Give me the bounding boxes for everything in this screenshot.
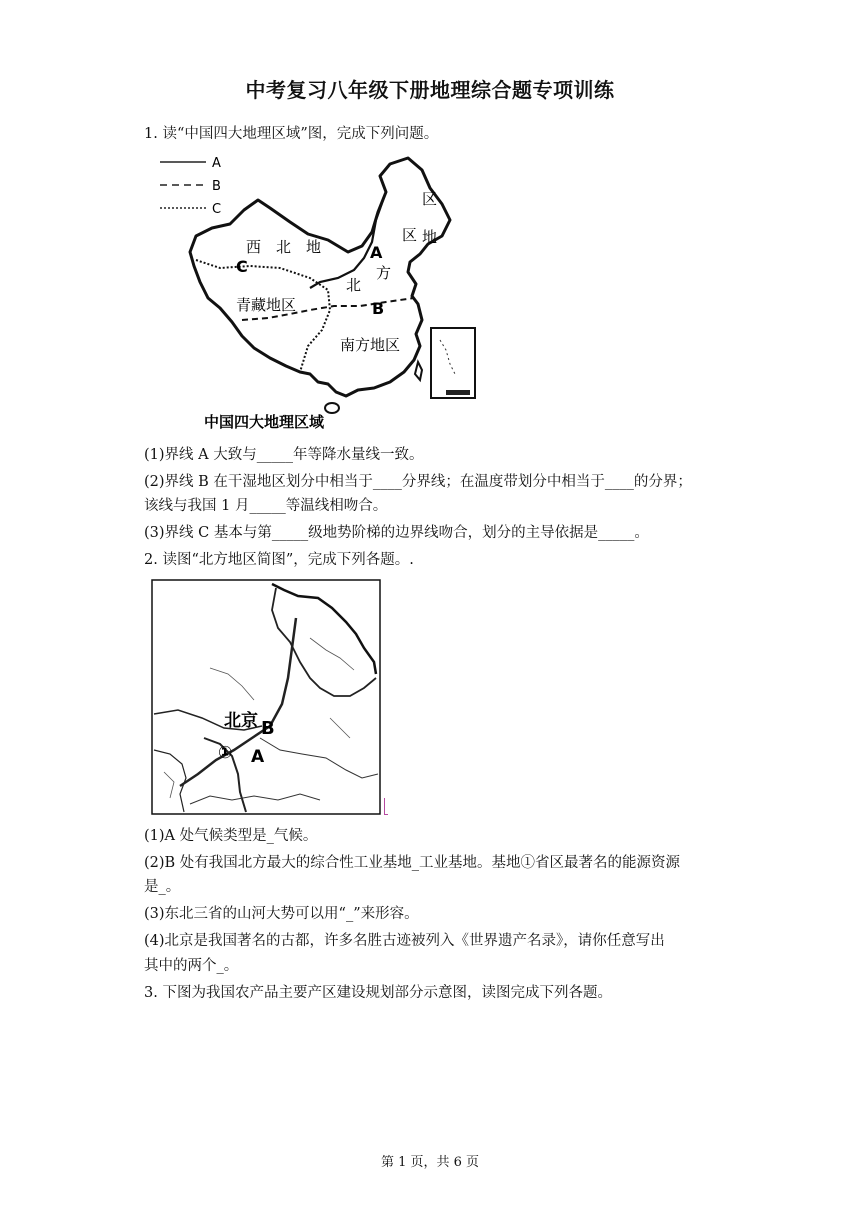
region-north-char-1: 北 [346,276,362,294]
question-2-sub-4b: 其中的两个_。 [144,958,239,974]
china-outline [190,158,450,396]
label-a: A [251,747,265,767]
region-northeast-char-1: 区 [422,190,438,208]
question-2-sub-2a: (2)B 处有我国北方最大的综合性工业基地_工业基地。基地①省区最著名的能源资源 [144,855,681,871]
label-b: B [261,718,275,739]
boundary-line-a [310,192,386,288]
page-title: 中考复习八年级下册地理综合题专项训练 [245,78,615,102]
legend-label-a: A [212,156,221,171]
image-anchor-mark [384,798,388,815]
line-label-c: C [236,257,248,276]
question-3-stem: 3. 下图为我国农产品主要产区建设规划部分示意图，读图完成下列各题。 [144,985,612,1001]
line-label-a: A [370,243,383,262]
south-china-sea-inset [431,328,475,398]
region-qinghai-tibet-label: 青藏地区 [236,296,297,314]
question-2-sub-4a: (4)北京是我国著名的古都，许多名胜古迹被列入《世界遗产名录》，请你任意写出 [144,933,665,949]
figure-1-caption: 中国四大地理区域 [204,413,325,431]
question-2-sub-1: (1)A 处气候类型是_气候。 [144,828,318,844]
region-northeast-char-2: 区 [402,226,418,244]
page-footer: 第 1 页，共 6 页 [380,1155,480,1170]
north-region-map [150,578,386,818]
question-2-stem: 2. 读图“北方地区简图”，完成下列各题。. [144,552,414,568]
question-1-sub-2a: (2)界线 B 在干湿地区划分中相当于____分界线；在温度带划分中相当于____的分界； [144,474,692,490]
label-circle-1: ① [218,743,233,763]
question-1-stem: 1. 读“中国四大地理区域”图，完成下列问题。 [144,126,439,142]
taiwan-island [415,362,422,380]
china-regions-map [150,150,490,435]
legend-label-b: B [212,179,221,194]
line-label-b: B [372,299,385,318]
question-1-sub-2b: 该线与我国 1 月_____等温线相吻合。 [144,498,388,514]
question-2-sub-2b: 是_。 [144,879,181,895]
hainan-island [325,403,339,413]
inset-scale-bar [446,390,470,395]
question-1-sub-1: (1)界线 A 大致与_____年等降水量线一致。 [144,447,424,463]
question-2-sub-3: (3)东北三省的山河大势可以用“_”来形容。 [144,906,419,922]
region-north-char-2: 方 [376,264,392,282]
beijing-label: 北京 [224,711,258,731]
question-1-sub-3: (3)界线 C 基本与第_____级地势阶梯的边界线吻合，划分的主导依据是_____。 [144,525,649,541]
region-northwest-label: 西 北 地 [246,238,322,256]
region-south-label: 南方地区 [340,336,401,354]
legend-label-c: C [212,202,222,217]
region-northeast-char-3: 地 [422,228,438,246]
